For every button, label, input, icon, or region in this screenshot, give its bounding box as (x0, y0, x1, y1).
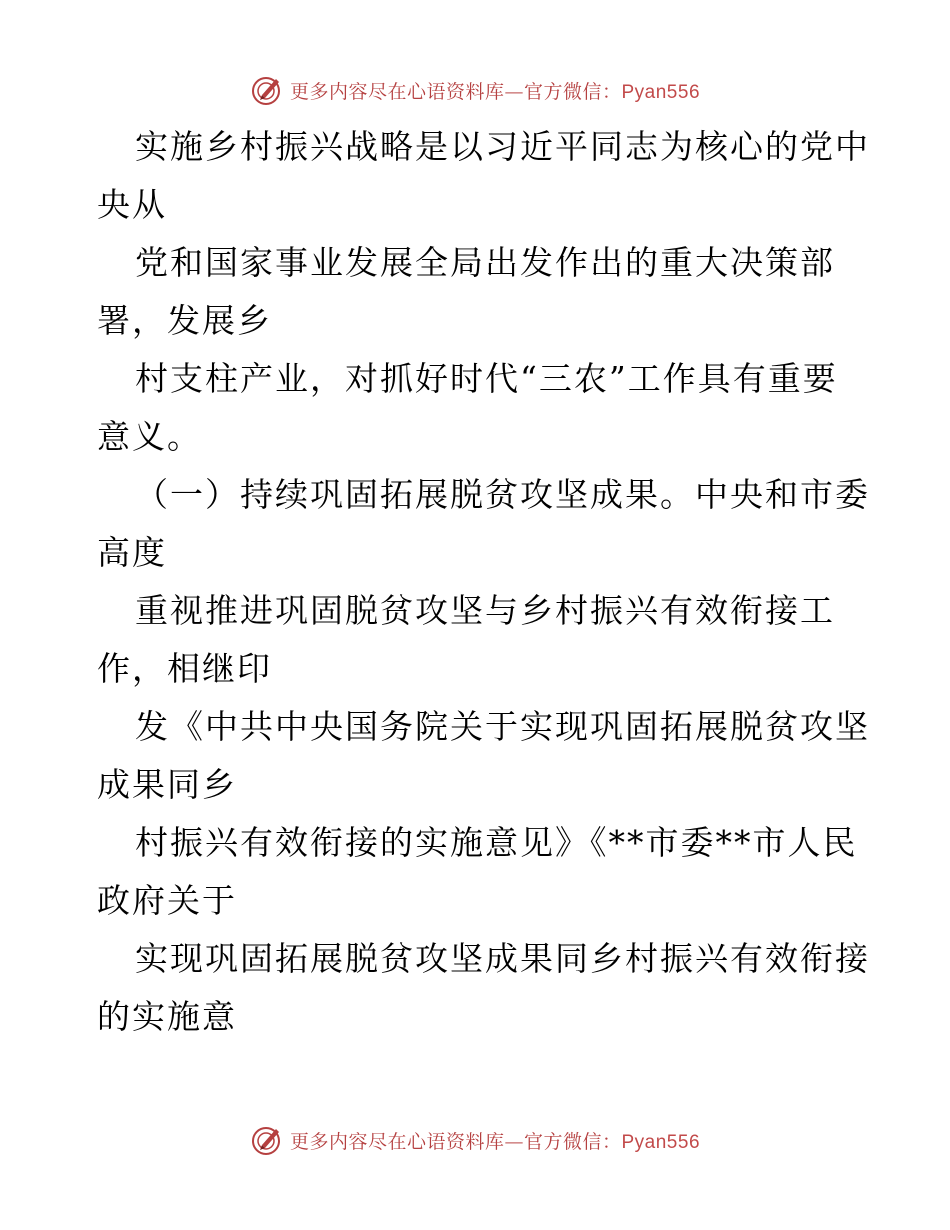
header-banner-title: 更多内容尽在心语资料库 (289, 80, 505, 103)
header-contact-handle: Pyan556 (621, 81, 701, 103)
footer-banner (0, 1120, 950, 1160)
body-line-11: 发《中共中央国务院关于实现巩固拓展脱贫攻坚 (135, 707, 870, 746)
footer-banner-separator: — (504, 1130, 524, 1153)
body-line-6: 意义。 (97, 417, 202, 456)
body-line-1: 实施乡村振兴战略是以习近平同志为核心的党中 (135, 127, 870, 166)
header-contact-label: 官方微信： (523, 80, 622, 103)
body-line-15: 实现巩固拓展脱贫攻坚成果同乡村振兴有效衔接 (135, 939, 870, 978)
body-line-2: 央从 (97, 185, 167, 224)
header-banner-text (290, 77, 700, 104)
footer-banner-text (290, 1127, 700, 1154)
body-line-8: 高度 (97, 533, 167, 572)
body-line-16: 的实施意 (97, 997, 237, 1036)
footer-contact-handle: Pyan556 (621, 1131, 701, 1153)
body-line-14: 政府关于 (97, 881, 237, 920)
body-line-7: （一）持续巩固拓展脱贫攻坚成果。中央和市委 (135, 475, 870, 514)
footer-banner-title: 更多内容尽在心语资料库 (289, 1130, 505, 1153)
body-line-5: 村支柱产业，对抓好时代“三农”工作具有重要 (135, 359, 838, 398)
body-line-10: 作，相继印 (97, 649, 272, 688)
body-line-3: 党和国家事业发展全局出发作出的重大决策部 (135, 243, 835, 282)
body-line-13: 村振兴有效衔接的实施意见》《**市委**市人民 (135, 823, 858, 862)
body-line-12: 成果同乡 (97, 765, 237, 804)
body-line-4: 署，发展乡 (97, 301, 272, 340)
pen-logo-icon (250, 73, 284, 107)
body-line-9: 重视推进巩固脱贫攻坚与乡村振兴有效衔接工 (135, 591, 835, 630)
document-body (97, 118, 870, 1046)
header-banner-separator: — (504, 80, 524, 103)
footer-contact-label: 官方微信： (523, 1130, 622, 1153)
pen-logo-icon (250, 1123, 284, 1157)
header-banner (0, 70, 950, 110)
